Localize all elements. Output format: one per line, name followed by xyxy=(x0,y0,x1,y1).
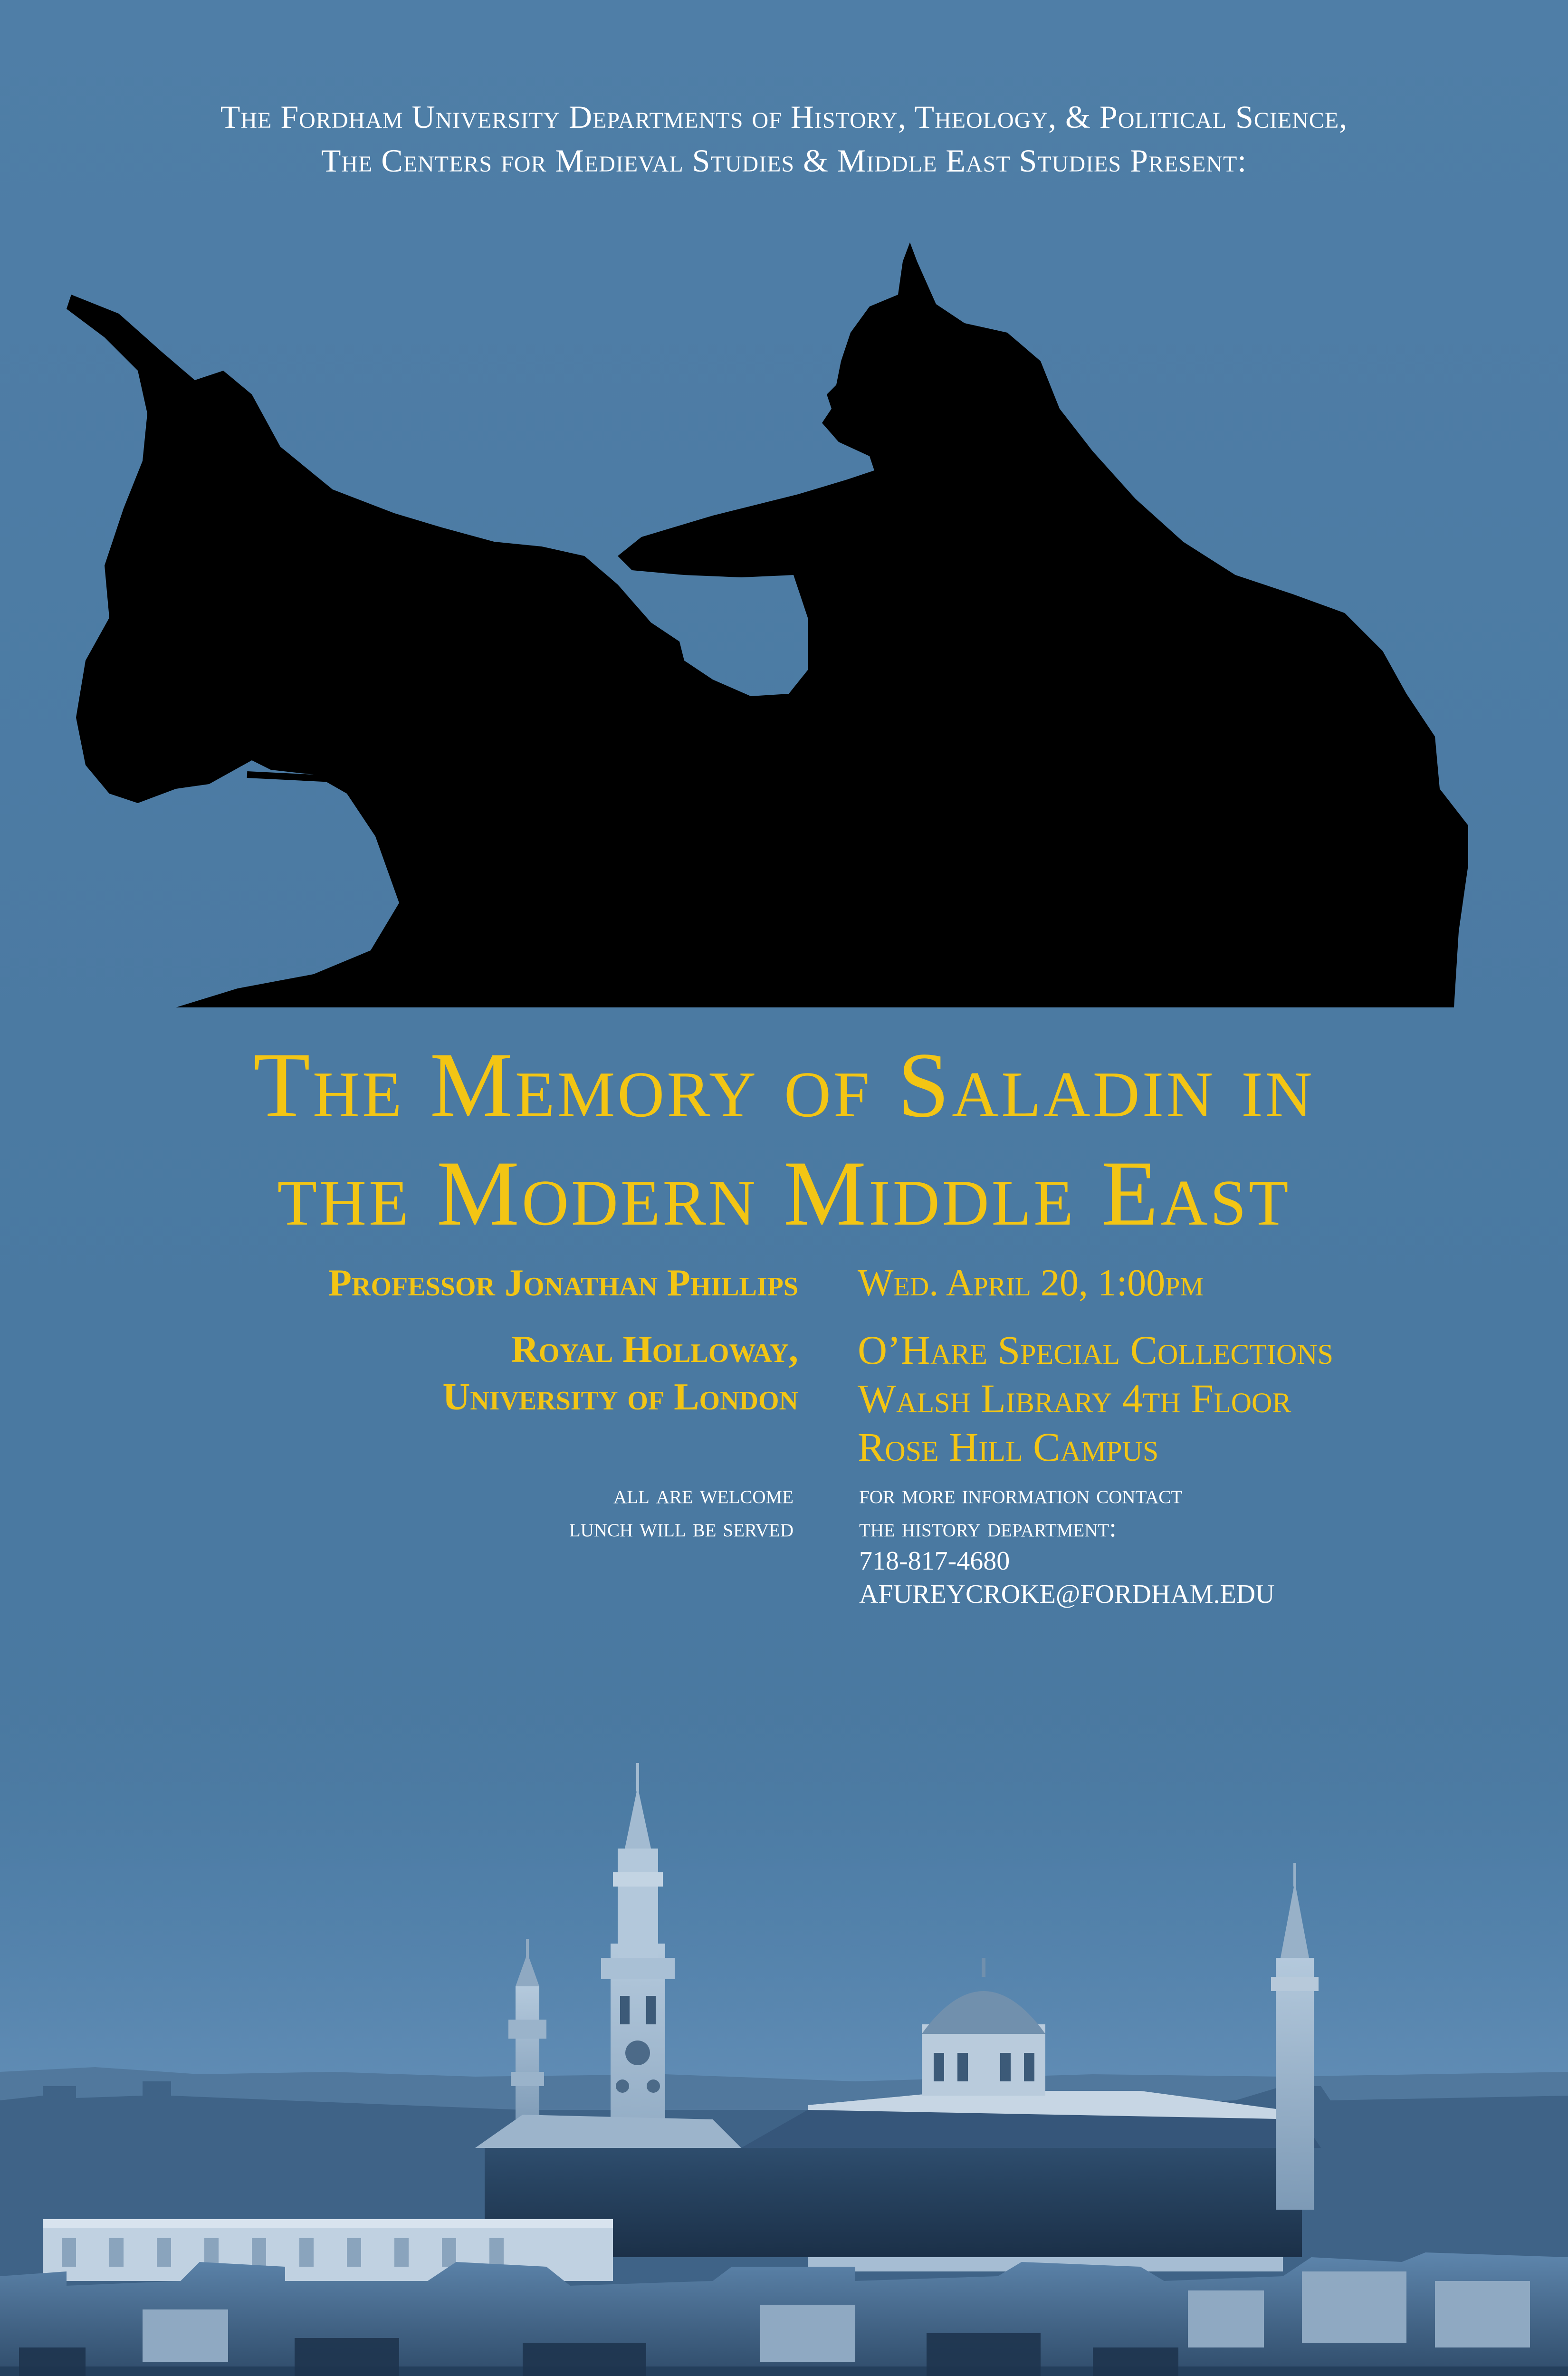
saladin-silhouette-image xyxy=(67,242,1468,1007)
location-line-3: Rose Hill Campus xyxy=(858,1424,1159,1470)
presenters-line-2: The Centers for Medieval Studies & Middle East Studies Present: xyxy=(321,143,1247,179)
contact-phone: 718-817-4680 xyxy=(859,1546,1010,1576)
speaker-affiliation-line-1: Royal Holloway, xyxy=(511,1329,798,1370)
location-line-1: O’Hare Special Collections xyxy=(858,1327,1334,1373)
contact-intro-line-2: the history department: xyxy=(859,1513,1117,1542)
location-line-2: Walsh Library 4th Floor xyxy=(858,1376,1291,1421)
damascus-skyline-image xyxy=(0,1692,1568,2376)
event-date-time: Wed. April 20, 1:00pm xyxy=(858,1262,1204,1304)
event-title-line-1: The Memory of Saladin in xyxy=(253,1034,1315,1137)
contact-info xyxy=(859,1478,1524,1611)
speaker-affiliation-line-2: University of London xyxy=(442,1376,798,1418)
event-title xyxy=(0,1031,1568,1248)
presenters-line-1: The Fordham University Departments of History, Theology, & Political Science, xyxy=(220,99,1348,135)
contact-intro-line-1: for more information contact xyxy=(859,1480,1183,1509)
presenters-header xyxy=(0,95,1568,182)
event-title-line-2: the Modern Middle East xyxy=(277,1142,1291,1245)
speaker-name: Professor Jonathan Phillips xyxy=(328,1262,798,1304)
contact-email: AFUREYCROKE@FORDHAM.EDU xyxy=(859,1580,1275,1609)
lunch-note: lunch will be served xyxy=(569,1513,794,1542)
welcome-note: all are welcome xyxy=(613,1480,794,1509)
event-notes xyxy=(71,1478,794,1544)
event-location xyxy=(858,1326,1523,1471)
speaker-affiliation xyxy=(71,1326,798,1421)
